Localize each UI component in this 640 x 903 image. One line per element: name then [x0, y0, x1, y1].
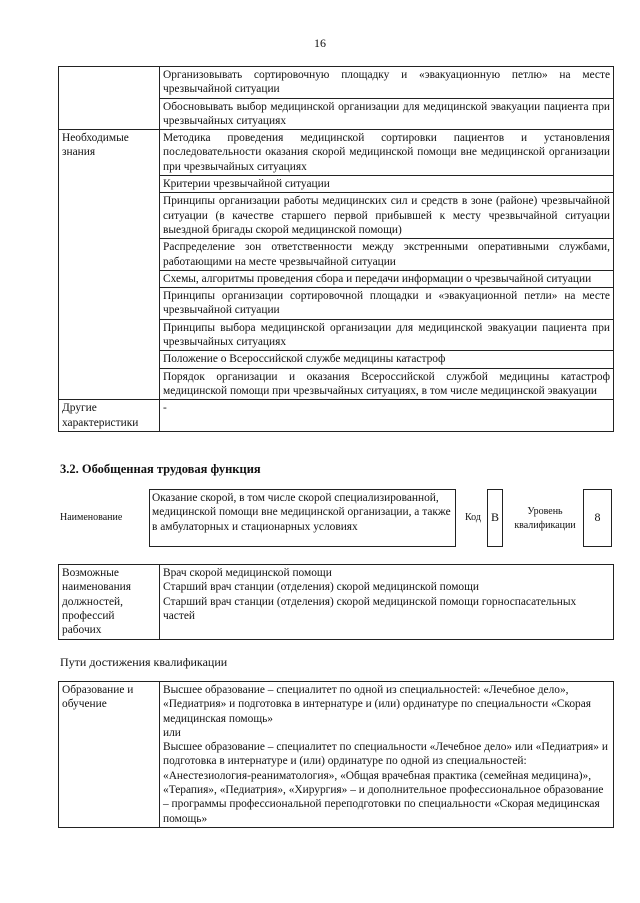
code-label: Код [465, 512, 481, 523]
level-value: 8 [583, 489, 612, 547]
position-line: Старший врач станции (отделения) скорой медицинской помощи горноспасательных частей [163, 595, 577, 622]
positions-table [58, 564, 614, 640]
table-cell: Порядок организации и оказания Всероссийской службой медицины катастроф медицинской помощи при чрезвычайных ситуациях, в том числе медицинской эвакуации [160, 368, 614, 400]
table-cell: Принципы организации сортировочной площадки и «эвакуационной петли» на месте чрезвычайной ситуации [160, 288, 614, 320]
code-value: B [487, 489, 503, 547]
table-cell: Организовывать сортировочную площадку и «эвакуационную петлю» на месте чрезвычайной ситуации [160, 67, 614, 99]
level-label: Уровень квалификации [514, 506, 576, 531]
page-number: 16 [314, 36, 326, 50]
education-para-2: Высшее образование – специалитет по специальности «Лечебное дело» или «Педиатрия» и подготовка в интернатуре и (или) ординатуре по одной из специальностей: «Анестезиология-реаниматология», «Общая врачебная практика (семейная медицина)», «Терапия», «Педиатрия», «Хирургия» – и дополнительное профессиональное образование – программы профессиональной переподготовки по специальности «Скорая медицинская помощь» [163, 741, 608, 825]
table-cell: Критерии чрезвычайной ситуации [160, 176, 614, 193]
table-cell: Схемы, алгоритмы проведения сбора и передачи информации о чрезвычайной ситуации [160, 270, 614, 287]
name-value: Оказание скорой, в том числе скорой специализированной, медицинской помощи вне медицинской организации, а также в амбулаторных и стационарных условиях [149, 489, 456, 547]
positions-list [160, 565, 614, 640]
table-cell: Принципы выбора медицинской организации для медицинской эвакуации пациента при чрезвычайных ситуациях [160, 319, 614, 351]
education-table [58, 681, 614, 828]
row-label [59, 67, 160, 130]
education-label: Образование и обучение [59, 682, 160, 828]
section-title: 3.2. Обобщенная трудовая функция [60, 462, 261, 476]
table-row [59, 682, 614, 828]
table-cell: Обосновывать выбор медицинской организации для медицинской эвакуации пациента при чрезвычайных ситуациях [160, 98, 614, 130]
education-content [160, 682, 614, 828]
table-cell: Принципы организации работы медицинских сил и средств в зоне (районе) чрезвычайной ситуации (в качестве старшего первой прибывшей к месту чрезвычайной ситуации выездной бригады скорой медицинской помощи) [160, 193, 614, 239]
competency-table [58, 66, 614, 432]
table-row [59, 565, 614, 640]
table-row [59, 67, 614, 99]
position-line: Врач скорой медицинской помощи [163, 567, 332, 579]
table-cell: Положение о Всероссийской службе медицины катастроф [160, 351, 614, 368]
row-label-other: Другие характеристики [59, 400, 160, 432]
table-cell: Методика проведения медицинской сортировки пациентов и установления последовательности оказания скорой медицинской помощи вне медицинской организации при чрезвычайных ситуациях [160, 130, 614, 176]
name-label: Наименование [60, 512, 123, 523]
paths-title: Пути достижения квалификации [60, 655, 228, 669]
table-row [59, 400, 614, 432]
positions-label: Возможные наименования должностей, профессий рабочих [59, 565, 160, 640]
table-cell: Распределение зон ответственности между экстренными оперативными службами, работающими на месте чрезвычайной ситуации [160, 239, 614, 271]
position-line: Старший врач станции (отделения) скорой медицинской помощи [163, 581, 479, 594]
education-para-1: Высшее образование – специалитет по одной из специальностей: «Лечебное дело», «Педиатрия» и подготовка в интернатуре и (или) ординатуре по специальности «Скорая медицинская помощь» [163, 684, 592, 725]
education-or: или [163, 726, 181, 739]
table-cell: - [160, 400, 614, 432]
table-row [59, 130, 614, 176]
row-label-knowledge: Необходимые знания [59, 130, 160, 400]
